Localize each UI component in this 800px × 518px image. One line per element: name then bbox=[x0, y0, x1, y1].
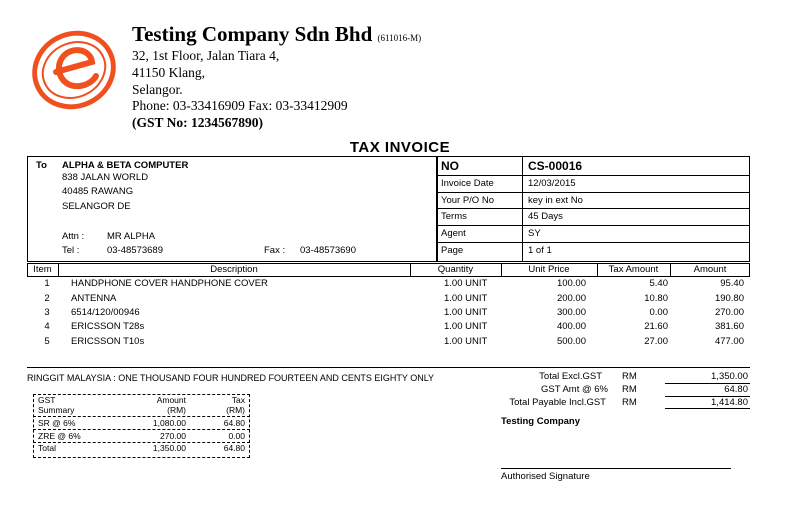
total-excl-gst-label: Total Excl.GST bbox=[539, 371, 602, 382]
row-item: 3 bbox=[44, 307, 50, 318]
customer-address-line-2: 40485 RAWANG bbox=[62, 186, 134, 197]
signature-line bbox=[501, 468, 731, 469]
row-tax-amount: 0.00 bbox=[649, 307, 668, 318]
row-item: 5 bbox=[44, 336, 50, 347]
gst-summary-h3b: (RM) bbox=[226, 405, 245, 415]
total-excl-gst-value: 1,350.00 bbox=[711, 371, 748, 382]
row-description: ANTENNA bbox=[71, 293, 117, 304]
row-tax-amount: 5.40 bbox=[649, 278, 668, 289]
amount-in-words: RINGGIT MALAYSIA : ONE THOUSAND FOUR HUNDRED FOURTEEN AND CENTS EIGHTY ONLY bbox=[27, 373, 435, 383]
row-quantity: 1.00 UNIT bbox=[444, 307, 488, 318]
customer-address-line-3: SELANGOR DE bbox=[62, 201, 131, 212]
row-tax-amount: 21.60 bbox=[644, 321, 668, 332]
gst-row-tax: 0.00 bbox=[228, 431, 245, 441]
row-unit-price: 200.00 bbox=[556, 293, 586, 304]
row-tax-amount: 10.80 bbox=[644, 293, 668, 304]
attn-label: Attn : bbox=[62, 231, 85, 242]
gst-row-tax: 64.80 bbox=[223, 443, 245, 453]
row-unit-price: 400.00 bbox=[556, 321, 586, 332]
invoice-date-label: Invoice Date bbox=[441, 178, 494, 189]
gst-amount-label: GST Amt @ 6% bbox=[540, 384, 608, 395]
company-address-line-3: Selangor. bbox=[132, 82, 183, 97]
row-amount: 477.00 bbox=[714, 336, 744, 347]
row-quantity: 1.00 UNIT bbox=[444, 336, 488, 347]
invoice-meta-box bbox=[437, 156, 750, 262]
row-amount: 270.00 bbox=[714, 307, 744, 318]
total-payable-label: Total Payable Incl.GST bbox=[509, 397, 606, 408]
page-label: Page bbox=[441, 245, 464, 256]
agent-label: Agent bbox=[441, 228, 466, 239]
header-amount: Amount bbox=[693, 264, 727, 275]
company-address-line-2: 41150 Klang, bbox=[132, 65, 205, 80]
row-amount: 381.60 bbox=[714, 321, 744, 332]
gst-row-amount: 1,350.00 bbox=[152, 443, 186, 453]
row-tax-amount: 27.00 bbox=[644, 336, 668, 347]
header-item: Item bbox=[33, 264, 52, 275]
page-value: 1 of 1 bbox=[528, 245, 552, 256]
gst-summary-h2b: (RM) bbox=[167, 405, 186, 415]
company-reg-no: (611016-M) bbox=[377, 33, 422, 43]
row-unit-price: 500.00 bbox=[556, 336, 586, 347]
gst-row-amount: 270.00 bbox=[160, 431, 186, 441]
signature-company: Testing Company bbox=[501, 416, 580, 427]
header-unit-price: Unit Price bbox=[528, 264, 570, 275]
customer-name: ALPHA & BETA COMPUTER bbox=[62, 160, 189, 171]
company-logo-icon bbox=[26, 20, 122, 116]
agent-value: SY bbox=[528, 228, 541, 239]
items-end-divider bbox=[27, 367, 750, 368]
gst-row-label: ZRE @ 6% bbox=[38, 431, 81, 441]
terms-label: Terms bbox=[441, 211, 467, 222]
total-payable-currency: RM bbox=[622, 397, 637, 408]
fax-value: 03-48573690 bbox=[300, 245, 356, 256]
row-amount: 95.40 bbox=[720, 278, 744, 289]
invoice-no-value: CS-00016 bbox=[528, 159, 583, 173]
po-no-label: Your P/O No bbox=[441, 195, 494, 206]
gst-amount-value: 64.80 bbox=[724, 384, 748, 395]
row-quantity: 1.00 UNIT bbox=[444, 278, 488, 289]
total-payable-value: 1,414.80 bbox=[711, 397, 748, 408]
company-address-line-1: 32, 1st Floor, Jalan Tiara 4, bbox=[132, 48, 280, 63]
page-title: TAX INVOICE bbox=[349, 139, 451, 156]
gst-row-tax: 64.80 bbox=[223, 418, 245, 428]
customer-address-line-1: 838 JALAN WORLD bbox=[62, 172, 149, 183]
company-name-text: Testing Company Sdn Bhd bbox=[132, 22, 373, 46]
total-excl-gst-currency: RM bbox=[622, 371, 637, 382]
company-phone-fax: Phone: 03-33416909 Fax: 03-33412909 bbox=[132, 98, 348, 113]
invoice-date-value: 12/03/2015 bbox=[528, 178, 576, 189]
header-description: Description bbox=[210, 264, 258, 275]
header-quantity: Quantity bbox=[437, 264, 474, 275]
row-item: 4 bbox=[44, 321, 50, 332]
company-gst-no: (GST No: 1234567890) bbox=[132, 115, 264, 130]
row-unit-price: 300.00 bbox=[556, 307, 586, 318]
gst-amount-currency: RM bbox=[622, 384, 637, 395]
po-no-value: key in ext No bbox=[528, 195, 583, 206]
row-description: ERICSSON T10s bbox=[71, 336, 145, 347]
row-amount: 190.80 bbox=[714, 293, 744, 304]
gst-summary-h2a: Amount bbox=[156, 395, 186, 405]
fax-label: Fax : bbox=[264, 245, 286, 256]
gst-summary-h1a: GST bbox=[38, 395, 56, 405]
header-tax-amount: Tax Amount bbox=[608, 264, 659, 275]
row-unit-price: 100.00 bbox=[556, 278, 586, 289]
row-description: HANDPHONE COVER HANDPHONE COVER bbox=[71, 278, 268, 289]
gst-row-amount: 1,080.00 bbox=[152, 418, 186, 428]
tel-value: 03-48573689 bbox=[107, 245, 163, 256]
row-quantity: 1.00 UNIT bbox=[444, 293, 488, 304]
gst-row-label: SR @ 6% bbox=[38, 418, 76, 428]
row-description: 6514/120/00946 bbox=[71, 307, 140, 318]
gst-summary-h1b: Summary bbox=[38, 405, 75, 415]
terms-value: 45 Days bbox=[528, 211, 563, 222]
row-quantity: 1.00 UNIT bbox=[444, 321, 488, 332]
row-description: ERICSSON T28s bbox=[71, 321, 145, 332]
gst-summary-h3a: Tax bbox=[231, 395, 245, 405]
to-label: To bbox=[36, 160, 47, 171]
attn-value: MR ALPHA bbox=[107, 231, 156, 242]
row-item: 2 bbox=[44, 293, 50, 304]
tel-label: Tel : bbox=[62, 245, 80, 256]
gst-row-label: Total bbox=[38, 443, 56, 453]
signature-label: Authorised Signature bbox=[501, 471, 590, 482]
invoice-no-label: NO bbox=[441, 159, 459, 173]
company-name bbox=[132, 22, 421, 47]
row-item: 1 bbox=[44, 278, 50, 289]
